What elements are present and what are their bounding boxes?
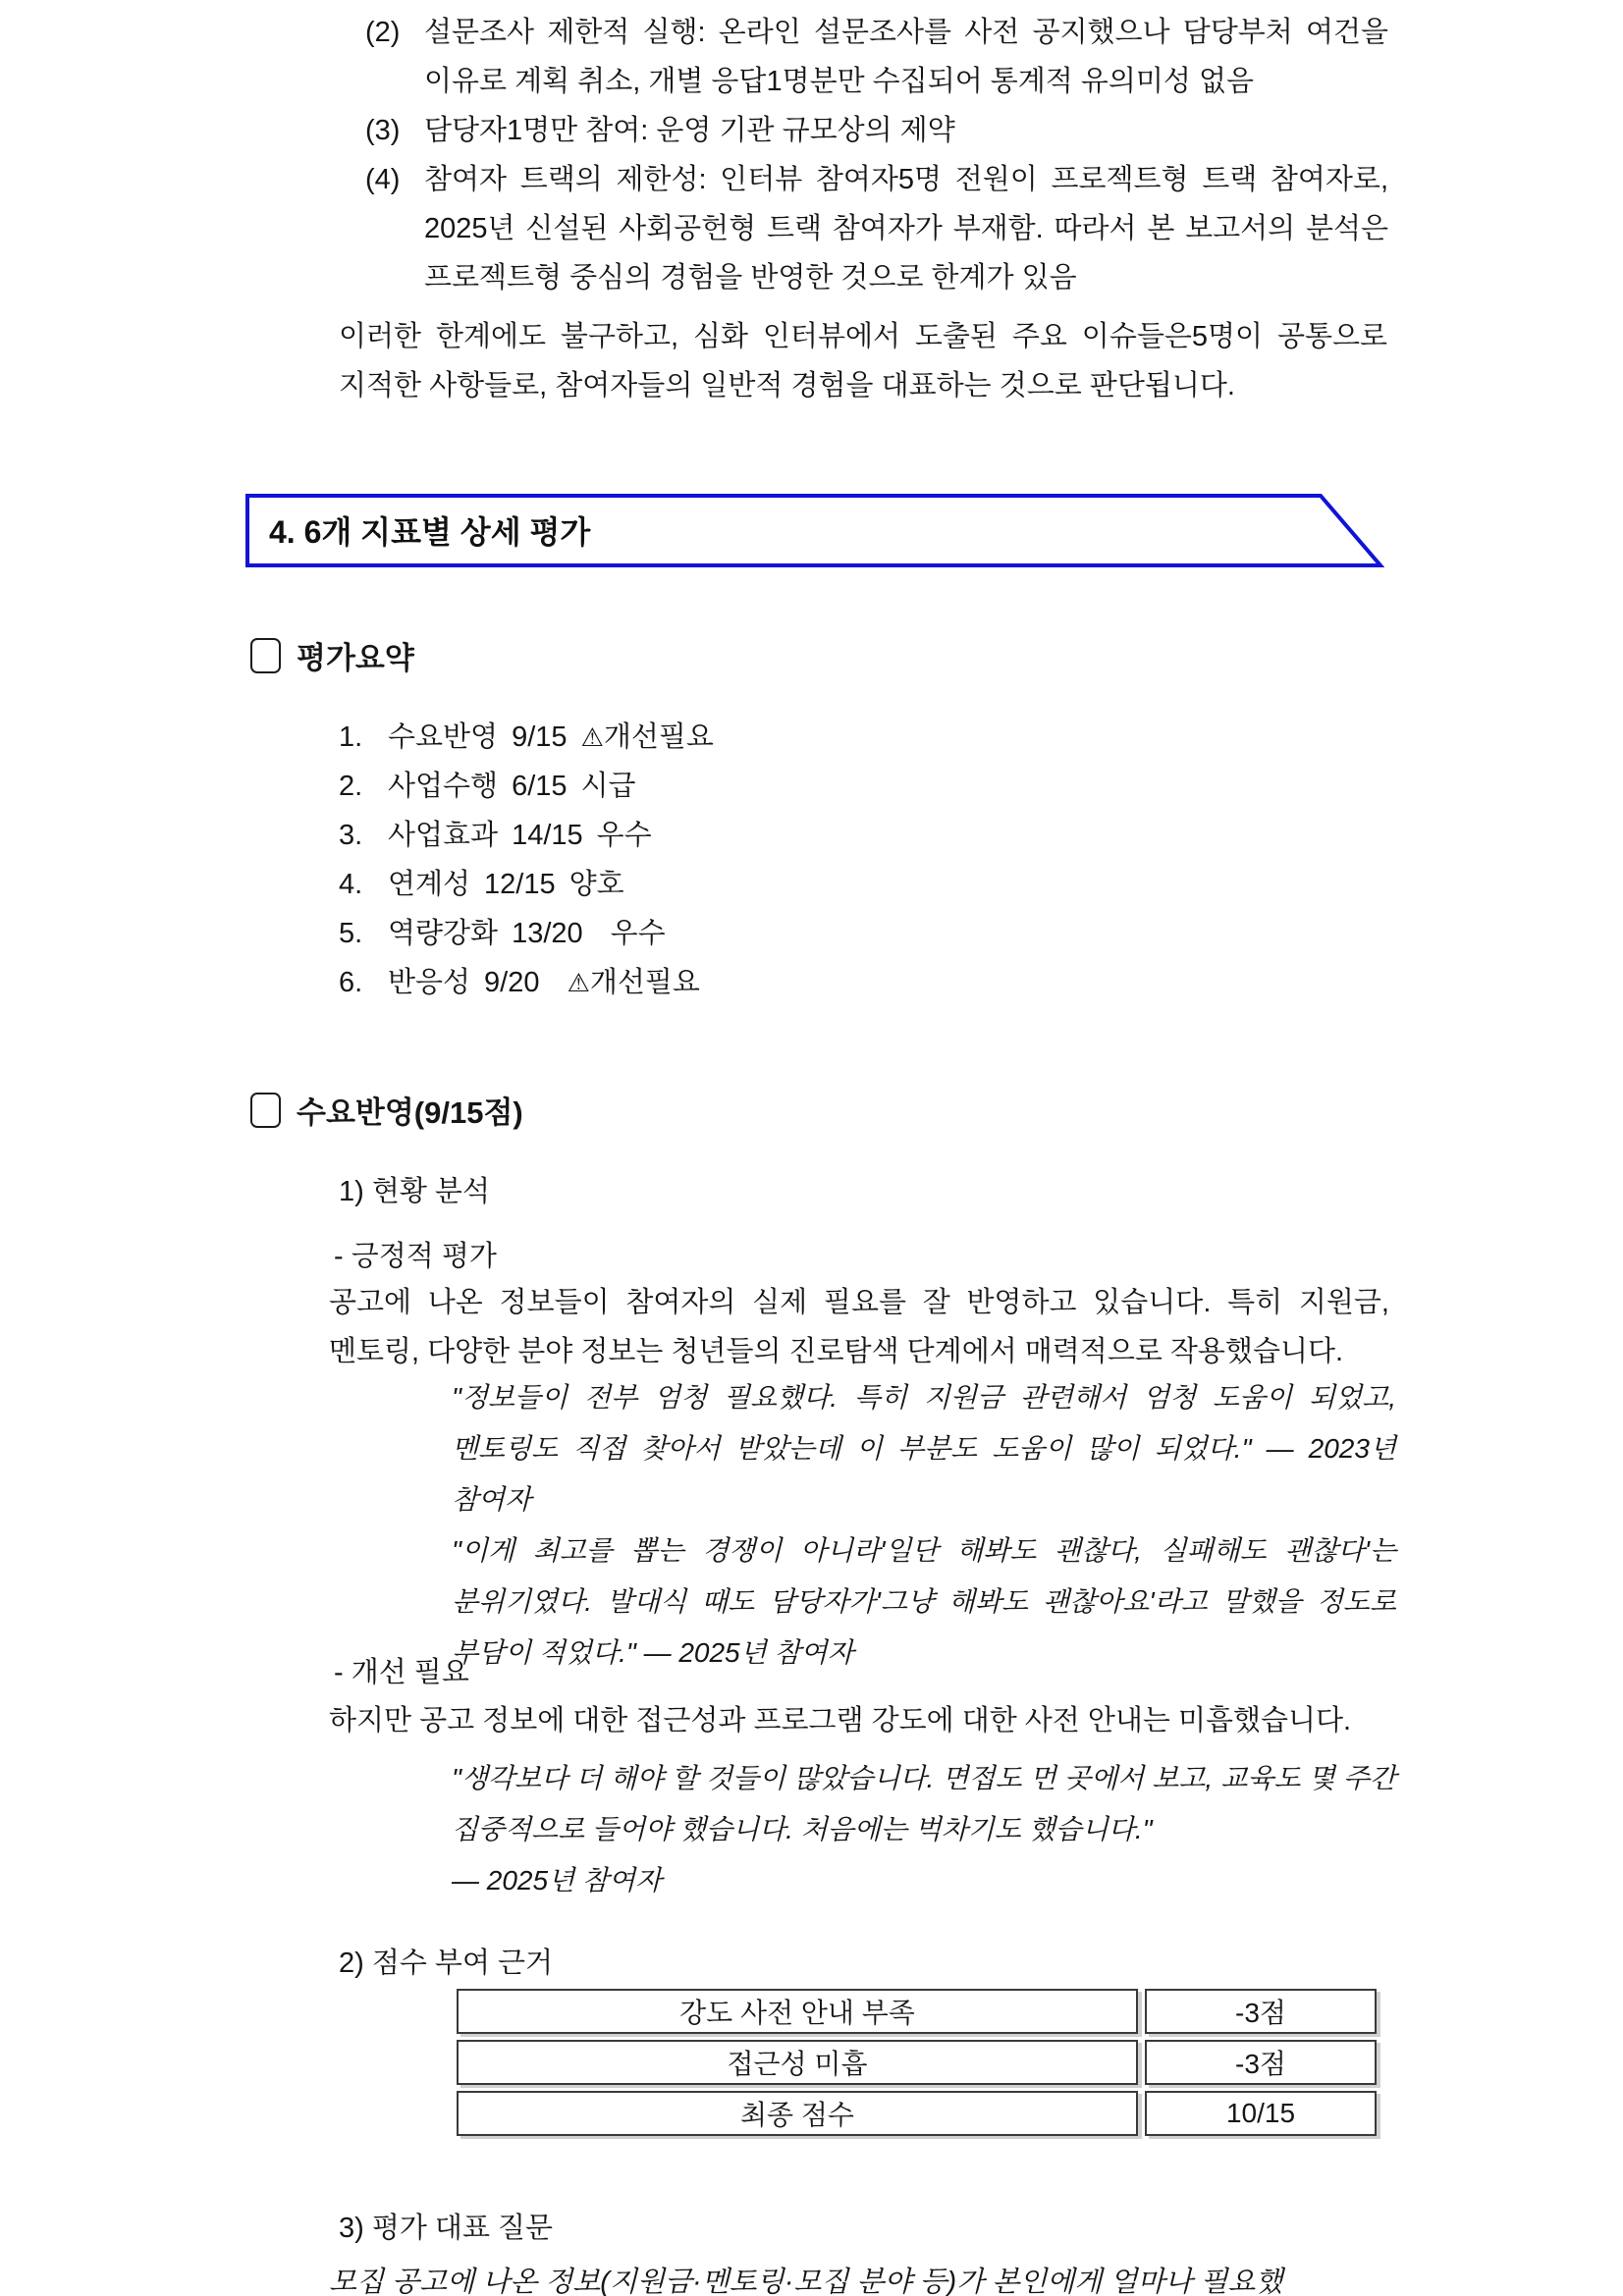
status-flag: ⚠개선필요	[580, 721, 714, 753]
quote-line: "생각보다 더 해야 할 것들이 많았습니다. 면접도 먼 곳에서 보고, 교육도 몇 주간 집중적으로 들어야 했습니다. 처음에는 벅차기도 했습니다."	[452, 1763, 1396, 1844]
status-flag: 시급	[580, 771, 636, 802]
score-text: 9/20	[484, 967, 540, 998]
demand-heading-label: 수요반영(9/15점)	[297, 1095, 523, 1130]
score-text: 12/15	[484, 869, 556, 900]
item-marker: (4)	[365, 164, 401, 195]
indicator-label: 사업효과	[388, 820, 499, 851]
status-flag: 우수	[610, 918, 666, 949]
score-text: 13/20	[512, 918, 583, 949]
summary-item	[339, 811, 1222, 860]
item-marker: 5.	[339, 918, 363, 949]
closing-paragraph: 이러한 한계에도 불구하고, 심화 인터뷰에서 도출된 주요 이슈들은5명이 공통으로 지적한 사항들로, 참여자들의 일반적 경험을 대표하는 것으로 판단됩니다.	[339, 321, 1387, 401]
warning-icon: ⚠	[580, 722, 604, 752]
summary-heading	[250, 633, 414, 677]
quote-attribution: — 2025년 참여자	[452, 1865, 663, 1896]
improve-label: - 개선 필요	[334, 1657, 469, 1688]
section-banner	[245, 494, 1384, 568]
limitation-item	[365, 106, 1388, 155]
item-text: 참여자 트랙의 제한성: 인터뷰 참여자5명 전원이 프로젝트형 트랙 참여자로, 2025년 신설된 사회공헌형 트랙 참여자가 부재함. 따라서 본 보고서의 분석은 프로젝트형 중심의 경험을 반영한 것으로 한계가 있음	[424, 164, 1388, 294]
table-row	[457, 1989, 1377, 2034]
section-title: 4. 6개 지표별 상세 평가	[269, 514, 591, 550]
score-text: 14/15	[512, 820, 583, 851]
cell-value: 10/15	[1145, 2091, 1377, 2136]
cell-value: -3점	[1145, 2040, 1377, 2085]
positive-body: 공고에 나온 정보들이 참여자의 실제 필요를 잘 반영하고 있습니다. 특히 지원금, 멘토링, 다양한 분야 정보는 청년들의 진로탐색 단계에서 매력적으로 작용했습니다.	[329, 1287, 1389, 1367]
item-marker: (2)	[365, 17, 401, 48]
subsection-heading-3: 3) 평가 대표 질문	[339, 2213, 554, 2244]
positive-label: - 긍정적 평가	[334, 1241, 497, 1272]
summary-item	[339, 860, 1222, 909]
summary-item	[339, 762, 1222, 811]
indicator-label: 역량강화	[388, 918, 499, 949]
indicator-label: 사업수행	[388, 771, 499, 802]
item-text: 설문조사 제한적 실행: 온라인 설문조사를 사전 공지했으나 담당부처 여건을 이유로 계획 취소, 개별 응답1명분만 수집되어 통계적 유의미성 없음	[424, 17, 1388, 97]
limitation-item	[365, 8, 1388, 106]
item-marker: 3.	[339, 820, 363, 851]
status-flag: 양호	[568, 869, 624, 900]
quote-line: "정보들이 전부 엄청 필요했다. 특히 지원금 관련해서 엄청 도움이 되었고, 멘토링도 직접 찾아서 받았는데 이 부분도 도움이 많이 되었다." — 2023년 참여자	[452, 1382, 1396, 1515]
quote-block	[452, 1753, 1396, 1906]
cell-value: -3점	[1145, 1989, 1377, 2034]
quote-block	[452, 1372, 1396, 1679]
checkbox-icon	[250, 1093, 281, 1128]
summary-item	[339, 909, 1222, 958]
representative-question: 모집 공고에 나온 정보(지원금·멘토링·모집 분야 등)가 본인에게 얼마나 필요했	[329, 2267, 1283, 2296]
item-text: 담당자1명만 참여: 운영 기관 규모상의 제약	[424, 115, 955, 146]
item-marker: 2.	[339, 771, 363, 802]
item-marker: 6.	[339, 967, 363, 998]
score-table	[450, 1983, 1383, 2142]
checkbox-icon	[250, 638, 281, 673]
status-flag: ⚠개선필요	[567, 967, 700, 998]
item-marker: 1.	[339, 721, 363, 753]
cell-label: 최종 점수	[457, 2091, 1138, 2136]
indicator-label: 수요반영	[388, 721, 499, 753]
score-text: 6/15	[512, 771, 568, 802]
summary-heading-label: 평가요약	[297, 641, 414, 675]
limitation-item	[365, 155, 1388, 302]
indicator-label: 반응성	[388, 967, 471, 998]
summary-list	[339, 713, 1222, 1007]
cell-label: 강도 사전 안내 부족	[457, 1989, 1138, 2034]
cell-label: 접근성 미흡	[457, 2040, 1138, 2085]
indicator-label: 연계성	[388, 869, 471, 900]
quote-line: "이게 최고를 뽑는 경쟁이 아니라'일단 해봐도 괜찮다, 실패해도 괜찮다'는 분위기였다. 발대식 때도 담당자가'그냥 해봐도 괜찮아요'라고 말했을 정도로 부담이 적었다." — 2025년 참여자	[452, 1535, 1396, 1668]
status-flag: 우수	[596, 820, 652, 851]
limitations-list	[365, 8, 1388, 302]
warning-icon: ⚠	[567, 968, 590, 997]
item-marker: 4.	[339, 869, 363, 900]
summary-item	[339, 958, 1222, 1007]
table-row	[457, 2091, 1377, 2136]
item-marker: (3)	[365, 115, 401, 146]
table-row	[457, 2040, 1377, 2085]
score-text: 9/15	[512, 721, 568, 753]
subsection-heading-2: 2) 점수 부여 근거	[339, 1948, 554, 1979]
subsection-heading-1: 1) 현황 분석	[339, 1176, 490, 1207]
demand-heading	[250, 1088, 523, 1132]
improve-body: 하지만 공고 정보에 대한 접근성과 프로그램 강도에 대한 사전 안내는 미흡했습니다.	[329, 1705, 1352, 1736]
summary-item	[339, 713, 1222, 762]
